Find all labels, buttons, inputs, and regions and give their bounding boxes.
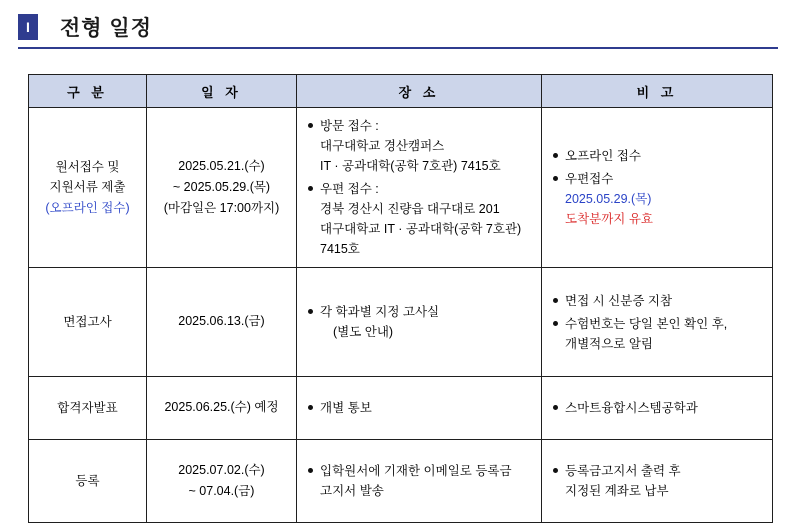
place-head: 각 학과별 지정 고사실: [320, 305, 440, 319]
cell-division: [29, 440, 147, 523]
cell-note: [542, 440, 773, 523]
list-item: [552, 461, 764, 501]
place-sub-2: 대구대학교 IT · 공과대학(공학 7호관) 7415호: [320, 222, 522, 256]
list-item: [307, 302, 533, 342]
cell-place: [297, 440, 542, 523]
place-list: [307, 398, 533, 418]
page-title: 전형 일정: [60, 17, 152, 40]
division-line-3: (오프라인 접수): [45, 200, 130, 215]
note-head: 오프라인 접수: [565, 149, 641, 163]
cell-note: [542, 108, 773, 268]
table-header-row: [29, 75, 773, 108]
note-head: 수험번호는 당일 본인 확인 후,: [565, 316, 728, 331]
note-head: 우편접수: [565, 172, 614, 186]
note-list: [552, 461, 764, 501]
cell-date: [147, 108, 297, 268]
note-sub-1: 지정된 계좌로 납부: [565, 484, 669, 498]
cell-division: [29, 377, 147, 440]
place-sub-2: IT · 공과대학(공학 7호관) 7415호: [320, 159, 501, 173]
schedule-table-wrapper: [28, 74, 772, 523]
place-sub-1: (별도 안내): [333, 325, 394, 339]
note-list: [552, 398, 764, 418]
place-head: 입학원서에 기재한 이메일로 등록금: [320, 464, 512, 478]
division-line-1: 등록: [75, 473, 100, 488]
division-line-1: 원서접수 및: [55, 159, 120, 174]
place-sub-1: 대구대학교 경산캠퍼스: [320, 139, 445, 153]
note-sub-1: 2025.05.29.(목): [565, 192, 652, 206]
place-head: 개별 통보: [320, 401, 372, 415]
division-line-1: 면접고사: [63, 314, 112, 329]
list-item: [552, 398, 764, 418]
header-divider: [18, 47, 778, 49]
cell-place: [297, 108, 542, 268]
place-list: [307, 116, 533, 259]
date-line-1: 2025.05.21.(수): [178, 158, 265, 173]
table-row: [29, 108, 773, 268]
cell-place: [297, 268, 542, 377]
cell-division: [29, 108, 147, 268]
column-header-note: 비 고: [542, 75, 773, 108]
division-line-1: 합격자발표: [57, 400, 118, 415]
column-header-division: 구 분: [29, 75, 147, 108]
division-line-2: 지원서류 제출: [49, 180, 126, 195]
schedule-table: [28, 74, 773, 523]
section-header: [0, 0, 796, 40]
list-item: [552, 146, 764, 166]
table-row: [29, 440, 773, 523]
place-sub-1: 경북 경산시 진량읍 대구대로 201: [320, 202, 500, 216]
note-list: [552, 146, 764, 229]
table-row: [29, 268, 773, 377]
section-marker: I: [18, 14, 38, 40]
note-sub-2: 도착분까지 유효: [565, 212, 653, 226]
note-head: 면접 시 신분증 지참: [565, 293, 673, 308]
cell-date: [147, 268, 297, 377]
cell-note: [542, 377, 773, 440]
list-item: [552, 169, 764, 229]
column-header-date: 일 자: [147, 75, 297, 108]
list-item: [307, 116, 533, 176]
cell-date: [147, 440, 297, 523]
place-sub-1: 고지서 발송: [320, 484, 384, 498]
date-line-1: 2025.07.02.(수): [178, 462, 265, 477]
list-item: [552, 291, 764, 311]
note-head: 등록금고지서 출력 후: [565, 464, 681, 478]
note-list: [552, 291, 764, 354]
cell-division: [29, 268, 147, 377]
note-head: 스마트융합시스템공학과: [565, 401, 698, 415]
column-header-place: 장 소: [297, 75, 542, 108]
list-item: [307, 179, 533, 259]
date-line-1: 2025.06.13.(금): [178, 314, 265, 329]
place-list: [307, 302, 533, 342]
list-item: [307, 461, 533, 501]
date-line-3: (마감일은 17:00까지): [163, 201, 280, 216]
date-line-1: 2025.06.25.(수) 예정: [164, 400, 279, 415]
cell-note: [542, 268, 773, 377]
cell-place: [297, 377, 542, 440]
note-sub-1: 개별적으로 알림: [565, 336, 653, 351]
list-item: [307, 398, 533, 418]
table-row: [29, 377, 773, 440]
place-list: [307, 461, 533, 501]
date-line-2: ~ 2025.05.29.(목): [172, 179, 271, 194]
place-head: 우편 접수 :: [320, 182, 379, 196]
place-head: 방문 접수 :: [320, 119, 379, 133]
cell-date: [147, 377, 297, 440]
list-item: [552, 314, 764, 354]
date-line-2: ~ 07.04.(금): [188, 484, 255, 498]
